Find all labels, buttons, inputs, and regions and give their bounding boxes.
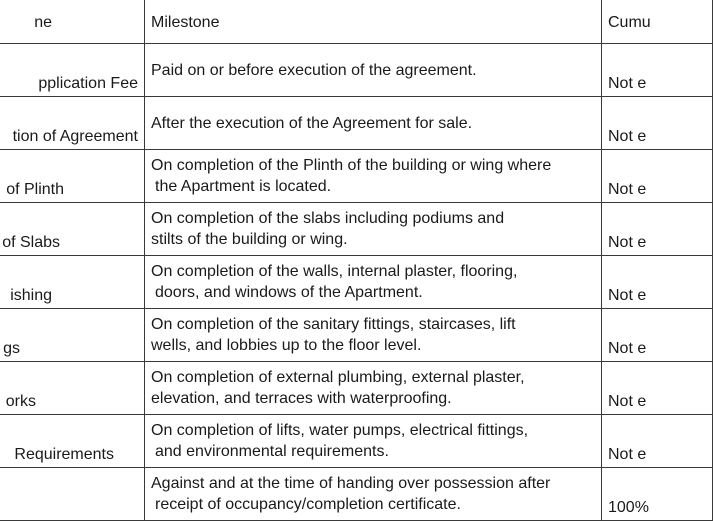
stage-cell: Requirements xyxy=(0,415,145,468)
stage-cell: gs xyxy=(0,309,145,362)
milestone-line: On completion of the walls, internal plaster, flooring, xyxy=(151,263,518,280)
milestone-line: After the execution of the Agreement for sale. xyxy=(151,114,473,132)
milestone-cell xyxy=(145,309,602,362)
milestone-line: On completion of external plumbing, external plaster, xyxy=(151,369,525,386)
cumulative-cell: 100% xyxy=(602,468,713,521)
milestone-line: On completion of the slabs including podiums and xyxy=(151,210,505,227)
cumulative-cell: Not e xyxy=(602,309,713,362)
milestone-line: On completion of the Plinth of the building or wing where xyxy=(151,157,552,174)
milestone-line: On completion of lifts, water pumps, electrical fittings, xyxy=(151,422,529,439)
milestone-cell xyxy=(145,415,602,468)
milestone-line: and environmental requirements. xyxy=(155,443,389,460)
stage-cell: ishing xyxy=(0,256,145,309)
stage-cell: orks xyxy=(0,362,145,415)
cumulative-cell: Not e xyxy=(602,415,713,468)
milestone-cell xyxy=(145,97,602,150)
milestone-line: wells, and lobbies up to the floor level. xyxy=(151,337,422,354)
cumulative-cell: Not e xyxy=(602,150,713,203)
table-row xyxy=(0,203,713,256)
stage-cell: of Slabs xyxy=(0,203,145,256)
header-cumulative: Cumu xyxy=(602,0,713,44)
table-row xyxy=(0,415,713,468)
milestone-cell xyxy=(145,150,602,203)
milestone-cell xyxy=(145,468,602,521)
header-row xyxy=(0,0,713,44)
stage-cell: of Plinth xyxy=(0,150,145,203)
milestone-line: elevation, and terraces with waterproofing. xyxy=(151,390,452,407)
milestone-cell xyxy=(145,362,602,415)
milestone-cell xyxy=(145,44,602,97)
milestone-cell xyxy=(145,256,602,309)
milestone-line: On completion of the sanitary fittings, staircases, lift xyxy=(151,316,516,333)
table-row xyxy=(0,256,713,309)
milestone-line: Against and at the time of handing over possession after xyxy=(151,475,551,492)
stage-cell: pplication Fee xyxy=(0,44,145,97)
table-header xyxy=(0,0,713,44)
header-stage: ne xyxy=(0,0,145,44)
milestone-line: the Apartment is located. xyxy=(155,178,332,195)
cumulative-cell: Not e xyxy=(602,44,713,97)
milestone-cell xyxy=(145,203,602,256)
stage-cell: tion of Agreement xyxy=(0,97,145,150)
cumulative-cell: Not e xyxy=(602,362,713,415)
cumulative-cell: Not e xyxy=(602,203,713,256)
table-body xyxy=(0,44,713,521)
stage-cell xyxy=(0,468,145,521)
header-milestone: Milestone xyxy=(145,0,602,44)
cumulative-cell: Not e xyxy=(602,97,713,150)
table-row xyxy=(0,362,713,415)
table-row xyxy=(0,150,713,203)
table-row xyxy=(0,468,713,521)
milestone-line: doors, and windows of the Apartment. xyxy=(155,284,423,301)
table-row xyxy=(0,97,713,150)
milestone-line: Paid on or before execution of the agreement. xyxy=(151,61,477,79)
table-row xyxy=(0,309,713,362)
milestone-line: receipt of occupancy/completion certificate. xyxy=(155,496,461,513)
cumulative-cell: Not e xyxy=(602,256,713,309)
milestone-line: stilts of the building or wing. xyxy=(151,231,348,248)
table-row xyxy=(0,44,713,97)
